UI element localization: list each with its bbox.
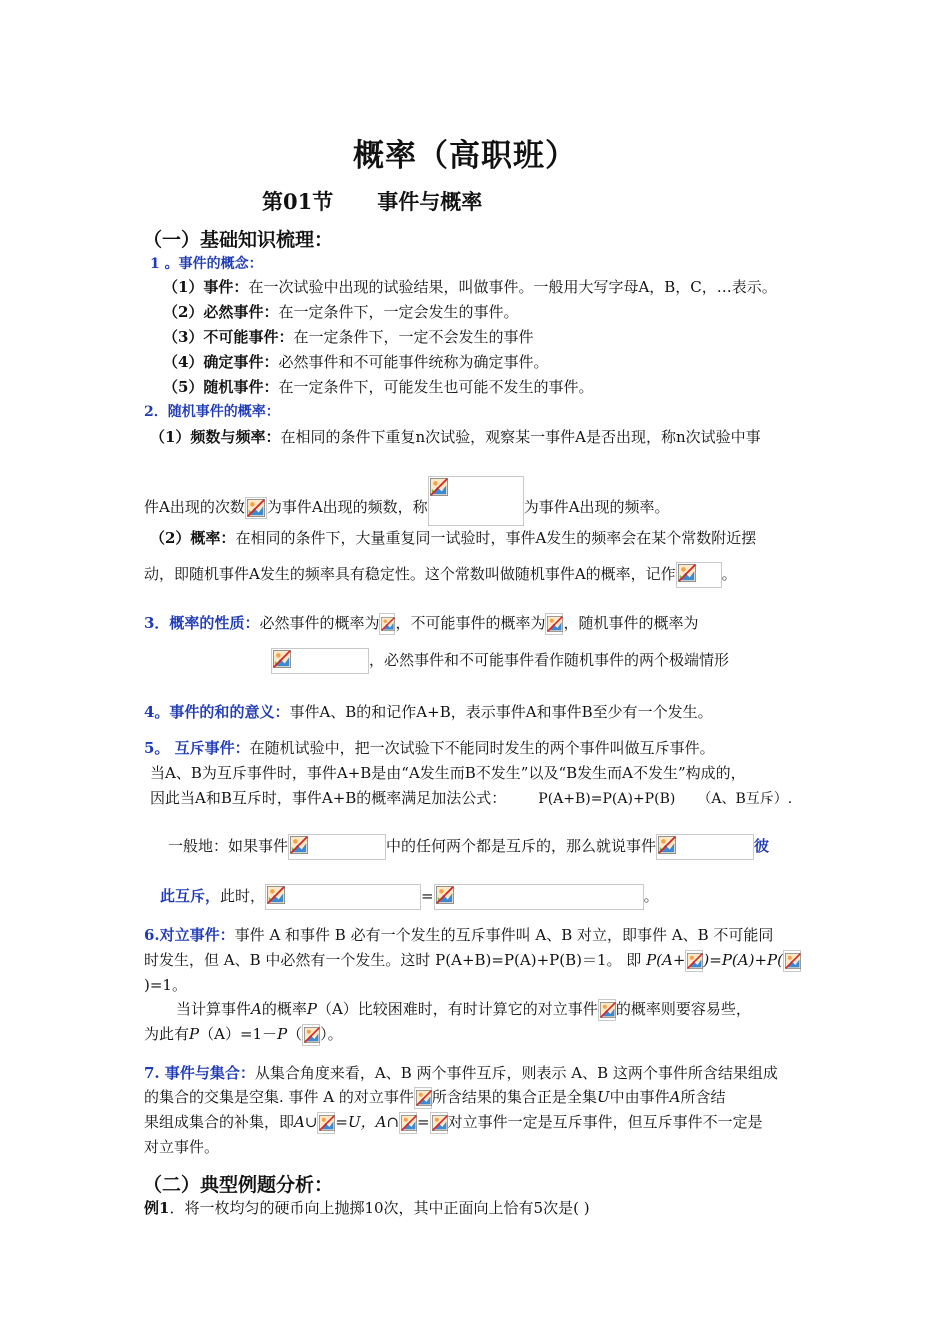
s6-line5f: ）。: [320, 1025, 343, 1043]
s6-line2c: )=P(A)+P(: [703, 951, 783, 969]
s3-c: ，随机事件的概率为: [563, 614, 699, 632]
formula-image-icon: [271, 648, 369, 674]
s7-line3e: 对立事件一定是互斥事件，但互斥事件不一定是: [447, 1113, 763, 1131]
s6-line5b: P: [189, 1025, 200, 1043]
s7-line3a: 果组成集合的补集，即: [144, 1113, 295, 1131]
formula-image-icon: [598, 999, 616, 1021]
formula-image-icon: [656, 834, 754, 860]
s5-line4c: 彼: [754, 837, 770, 855]
page-title: 概率（高职班）: [353, 138, 577, 174]
s2-p2-line2-text: 动，即随机事件A发生的频率具有稳定性。这个常数叫做随机事件A的概率，记作: [144, 565, 676, 583]
s5-line5d: 。: [643, 887, 659, 905]
s1-item-3: [163, 326, 533, 347]
s1-item-5: [163, 376, 593, 397]
s1-heading: 1 。事件的概念：: [150, 256, 263, 272]
s5-line4a: 一般地：如果事件: [168, 837, 289, 855]
example-1-text: ．将一枚均匀的硬币向上抛掷10次，其中正面向上恰有5次是( ): [169, 1199, 590, 1217]
formula-image-icon: [783, 950, 801, 972]
s7-line3c: =U，A∩: [335, 1113, 400, 1131]
s7-line2f: 所含结: [680, 1088, 726, 1106]
formula-image-icon: [302, 1024, 320, 1046]
s2-p2: [150, 527, 756, 548]
part2-heading: （二）典型例题分析：: [143, 1174, 334, 1196]
s1-item-term: （4）确定事件：: [163, 353, 279, 371]
s6-text: 事件 A 和事件 B 必有一个发生的互斥事件叫 A、B 对立，即事件 A、B 不可能同: [234, 926, 774, 944]
formula-image-icon: [265, 884, 421, 910]
s5-line2: 当A、B为互斥事件时，事件A+B是由“A发生而B不发生”以及“B发生而A不发生”构成的，: [150, 764, 746, 782]
s7-line3d: =: [417, 1113, 430, 1131]
s3-line2-text: ，必然事件和不可能事件看作随机事件的两个极端情形: [369, 651, 730, 669]
s6-line3: )=1。: [144, 976, 187, 994]
s6-line2a: 时发生，但 A、B 中必然有一个发生。这时 P(A+B)=P(A)+P(B)＝1。 即: [144, 951, 647, 969]
s2-p1-line2b: 为事件A出现的频数，称: [266, 498, 428, 516]
s2-p2-text: 在相同的条件下，大量重复同一试验时，事件A发生的频率会在某个常数附近摆: [235, 529, 757, 547]
s2-p2-line2: [144, 562, 737, 588]
s5-cond: （A、B互斥）.: [697, 791, 793, 807]
s6-line4f: 的概率则要容易些，: [615, 1000, 751, 1018]
s6-line4a: 当计算事件: [176, 1000, 252, 1018]
s5-text: 在随机试验中，把一次试验下不能同时发生的两个事件叫做互斥事件。: [249, 739, 715, 757]
section-number: 第01节: [262, 189, 334, 214]
s5-heading: 5。 互斥事件：: [144, 739, 250, 757]
s6-line4c: 的概率: [261, 1000, 307, 1018]
s1-item-term: （2）必然事件：: [163, 303, 279, 321]
s4-text: 事件A、B的和记作A+B，表示事件A和事件B至少有一个发生。: [289, 703, 713, 721]
s7-heading: 7. 事件与集合：: [144, 1064, 255, 1082]
s6-line4e: （A）比较困难时，有时计算它的对立事件: [316, 1000, 598, 1018]
formula-image-icon: [434, 884, 644, 910]
s5-line3-text: 因此当A和B互斥时，事件A+B的概率满足加法公式：: [150, 789, 507, 807]
formula-image-icon: [428, 476, 524, 526]
s7-line1: [144, 1062, 778, 1083]
s4-line: [144, 701, 713, 722]
s3-line2: [271, 648, 729, 674]
s3-b: ，不可能事件的概率为: [395, 614, 546, 632]
s7-line3: [144, 1111, 763, 1134]
s5-line4b: 中的任何两个都是互斥的，那么就说事件: [386, 837, 657, 855]
s6-line5e: （: [287, 1025, 303, 1043]
s5-line5: [160, 884, 659, 910]
s6-line2b: P(A+: [646, 951, 686, 969]
s1-item-4: [163, 351, 548, 372]
s7-line2c: U: [596, 1088, 610, 1106]
example-1-label: 例1: [144, 1199, 170, 1217]
s6-heading: 6.对立事件：: [144, 926, 235, 944]
s7-line2b: 所含结果的集合正是全集: [431, 1088, 597, 1106]
s7-line2d: 中由事件: [609, 1088, 670, 1106]
s3-heading: 3．概率的性质：: [144, 614, 260, 632]
s6-line2: [144, 949, 801, 972]
s1-item-text: 在一次试验中出现的试验结果，叫做事件。一般用大写字母A，B，C，…表示。: [248, 278, 777, 296]
s1-item-term: （1）事件：: [163, 278, 249, 296]
s6-line5a: 为此有: [144, 1025, 190, 1043]
section-name: 事件与概率: [377, 189, 483, 214]
formula-image-icon: [399, 1112, 417, 1134]
s2-p1-line2: [144, 476, 670, 526]
formula-image-icon: [317, 1112, 335, 1134]
s4-heading: 4。事件的和的意义：: [144, 703, 290, 721]
s2-p1-text: 在相同的条件下重复n次试验，观察某一事件A是否出现，称n次试验中事: [280, 428, 761, 446]
part1-heading: （一）基础知识梳理：: [143, 229, 334, 251]
s2-p2-end: 。: [721, 565, 737, 583]
s1-item-text: 必然事件和不可能事件统称为确定事件。: [278, 353, 549, 371]
s6-line4b: A: [251, 1000, 262, 1018]
s3-line1: [144, 612, 699, 635]
formula-image-icon: [379, 613, 395, 635]
s6-line5d: P: [277, 1025, 288, 1043]
s7-text: 从集合角度来看，A、B 两个事件互斥，则表示 A、B 这两个事件所含结果组成: [254, 1064, 778, 1082]
s6-line5: [144, 1023, 343, 1046]
section-heading: [262, 186, 482, 216]
s5-formula: P(A+B)=P(A)+P(B): [538, 791, 676, 807]
s7-line2e: A: [669, 1088, 681, 1106]
s6-line4d: P: [306, 1000, 317, 1018]
s7-line4: 对立事件。: [144, 1138, 220, 1156]
s2-p1: [150, 426, 761, 447]
s2-p1-term: （1）频数与频率：: [150, 428, 281, 446]
s3-a: 必然事件的概率为: [259, 614, 380, 632]
s1-item-text: 在一定条件下，可能发生也可能不发生的事件。: [278, 378, 594, 396]
s2-p2-term: （2）概率：: [150, 529, 236, 547]
s5-line5c: =: [421, 887, 434, 905]
s1-item-text: 在一定条件下，一定会发生的事件。: [278, 303, 519, 321]
s5-line3: [150, 787, 792, 808]
s5-line4: [168, 834, 769, 860]
s1-item-term: （3）不可能事件：: [163, 328, 294, 346]
formula-image-icon: [414, 1087, 432, 1109]
formula-image-icon: [685, 950, 703, 972]
s1-item-2: [163, 301, 518, 322]
formula-image-icon: [430, 1112, 448, 1134]
s6-line1: [144, 924, 773, 945]
s7-line2a: 的集合的交集是空集. 事件 A 的对立事件: [144, 1088, 414, 1106]
s2-p1-line2a: 件A出现的次数: [144, 498, 245, 516]
s2-heading: 2．随机事件的概率：: [144, 404, 280, 420]
s6-line5c: （A）=1－: [199, 1025, 278, 1043]
s1-item-1: [163, 276, 777, 297]
s7-line2: [144, 1086, 725, 1109]
s5-line5a: 此互斥，: [160, 887, 221, 905]
formula-image-icon: [545, 613, 563, 635]
s1-item-term: （5）随机事件：: [163, 378, 279, 396]
s2-p1-line2c: 为事件A出现的频率。: [523, 498, 670, 516]
formula-image-icon: [676, 562, 722, 588]
formula-image-icon: [245, 497, 267, 519]
s5-line5b: 此时，: [220, 887, 266, 905]
s5-line1: [144, 737, 715, 758]
s6-line4: [176, 998, 751, 1021]
s7-line3b: A∪: [294, 1113, 318, 1131]
formula-image-icon: [288, 834, 386, 860]
s1-item-text: 在一定条件下，一定不会发生的事件: [293, 328, 534, 346]
example-1: [144, 1197, 590, 1218]
